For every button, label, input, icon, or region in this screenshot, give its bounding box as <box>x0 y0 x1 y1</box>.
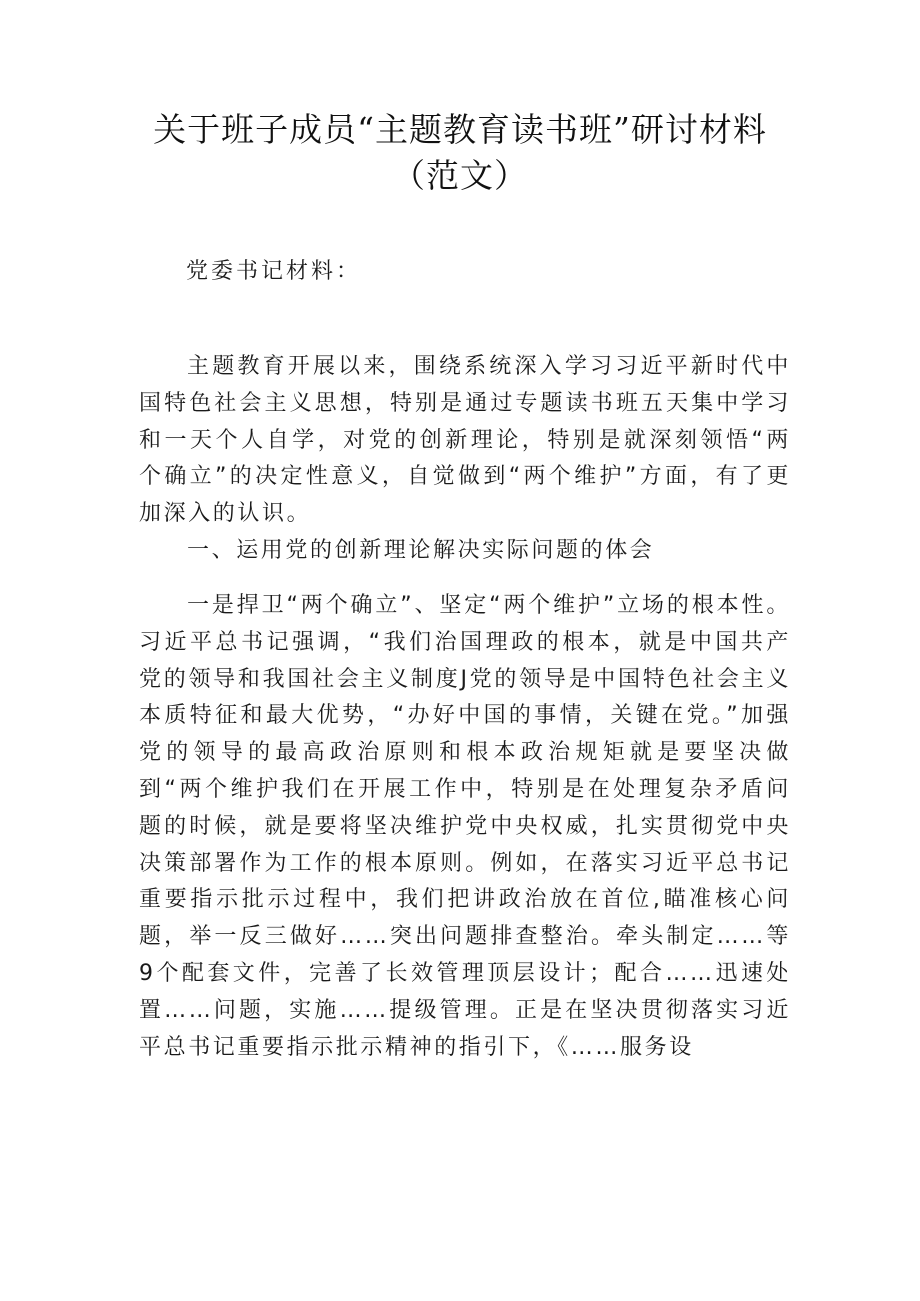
section-label: 党委书记材料： <box>186 259 362 284</box>
document-subtitle: （范文） <box>392 156 528 195</box>
document-title: 关于班子成员“主题教育读书班”研讨材料 <box>153 110 767 149</box>
paragraph-intro: 主题教育开展以来，围绕系统深入学习习近平新时代中国特色社会主义思想，特别是通过专题读书班五天集中学习和一天个人自学，对党的创新理论，特别是就深刻领悟“两个确立”的决定性意义，自觉做到“两个维护”方面，有了更加深入的认识。 <box>139 354 791 527</box>
paragraph-point-one: 一是捍卫“两个确立”、坚定“两个维护”立场的根本性。习近平总书记强调，“我们治国理政的根本，就是中国共产党的领导和我国社会主义制度J党的领导是中国特色社会主义本质特征和最大优势，“办好中国的事情，关键在党。”加强党的领导的最高政治原则和根本政治规矩就是要坚决做到“两个维护我们在开展工作中，特别是在处理复杂矛盾问题的时候，就是要将坚决维护党中央权威，扎实贯彻党中央决策部署作为工作的根本原则。例如，在落实习近平总书记重要指示批示过程中，我们把讲政治放在首位,瞄准核心问题，举一反三做好……突出问题排查整治。牵头制定……等9个配套文件，完善了长效管理顶层设计；配合……迅速处置……问题，实施……提级管理。正是在坚决贯彻落实习近平总书记重要指示批示精神的指引下，《……服务设 <box>139 593 791 1060</box>
section-heading: 一、运用党的创新理论解决实际问题的体会 <box>187 538 655 563</box>
